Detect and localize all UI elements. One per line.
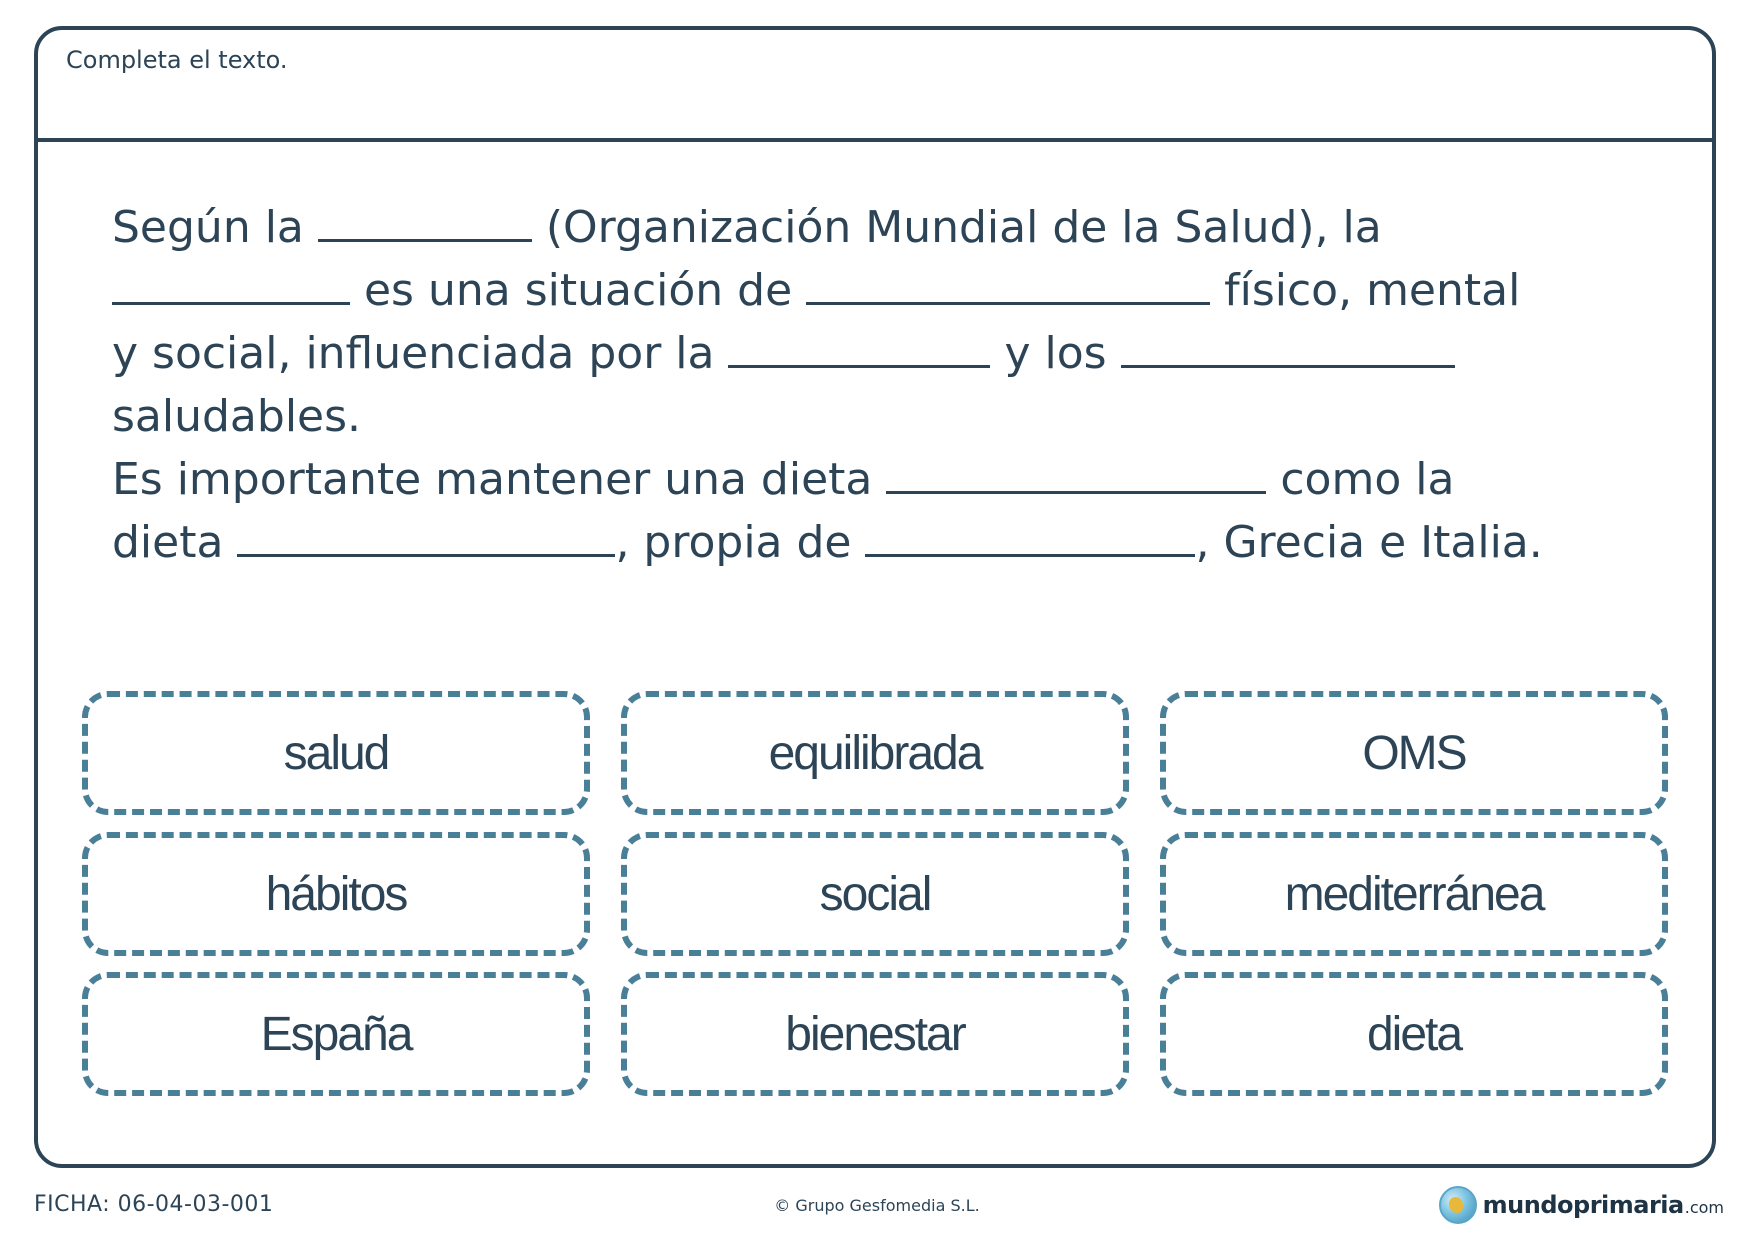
brand-tld: .com xyxy=(1684,1198,1724,1217)
globe-icon xyxy=(1439,1186,1477,1224)
passage-text: Según la xyxy=(112,202,318,253)
passage-text: (Organización Mundial de la Salud), la xyxy=(531,202,1382,253)
word-card[interactable]: España xyxy=(82,972,590,1096)
brand-name: mundoprimaria xyxy=(1482,1191,1684,1219)
answer-blank-4[interactable] xyxy=(728,327,990,368)
passage-text: dieta xyxy=(112,517,238,568)
answer-blank-5[interactable] xyxy=(1121,327,1455,368)
word-card[interactable]: bienestar xyxy=(621,972,1129,1096)
answer-blank-3[interactable] xyxy=(806,264,1210,305)
answer-blank-8[interactable] xyxy=(865,516,1195,557)
passage-line-6 xyxy=(112,511,1672,574)
word-card[interactable]: mediterránea xyxy=(1160,832,1668,956)
instruction-text: Completa el texto. xyxy=(66,46,288,74)
passage-line-1 xyxy=(112,196,1672,259)
answer-blank-7[interactable] xyxy=(237,516,615,557)
word-card[interactable]: OMS xyxy=(1160,691,1668,815)
word-card[interactable]: salud xyxy=(82,691,590,815)
answer-blank-6[interactable] xyxy=(886,453,1266,494)
word-card[interactable]: hábitos xyxy=(82,832,590,956)
passage-line-4 xyxy=(112,385,1672,448)
fill-in-passage xyxy=(112,196,1672,574)
answer-blank-1[interactable] xyxy=(318,201,532,242)
word-card[interactable]: social xyxy=(621,832,1129,956)
ficha-code: FICHA: 06-04-03-001 xyxy=(34,1192,274,1217)
passage-text: es una situación de xyxy=(350,265,807,316)
instruction-header xyxy=(38,30,1712,142)
word-card[interactable]: equilibrada xyxy=(621,691,1129,815)
passage-text: y los xyxy=(990,328,1121,379)
passage-text: Es importante mantener una dieta xyxy=(112,454,887,505)
passage-line-5 xyxy=(112,448,1672,511)
passage-text: , propia de xyxy=(615,517,866,568)
copyright-text: © Grupo Gesfomedia S.L. xyxy=(774,1196,980,1215)
brand-logo[interactable] xyxy=(1439,1186,1724,1224)
passage-text: como la xyxy=(1266,454,1455,505)
passage-text: físico, mental xyxy=(1210,265,1521,316)
passage-text: , Grecia e Italia. xyxy=(1195,517,1543,568)
word-card[interactable]: dieta xyxy=(1160,972,1668,1096)
passage-line-2 xyxy=(112,259,1672,322)
passage-text: saludables. xyxy=(112,391,362,442)
passage-line-3 xyxy=(112,322,1672,385)
passage-text: y social, influenciada por la xyxy=(112,328,729,379)
answer-blank-2[interactable] xyxy=(112,264,350,305)
